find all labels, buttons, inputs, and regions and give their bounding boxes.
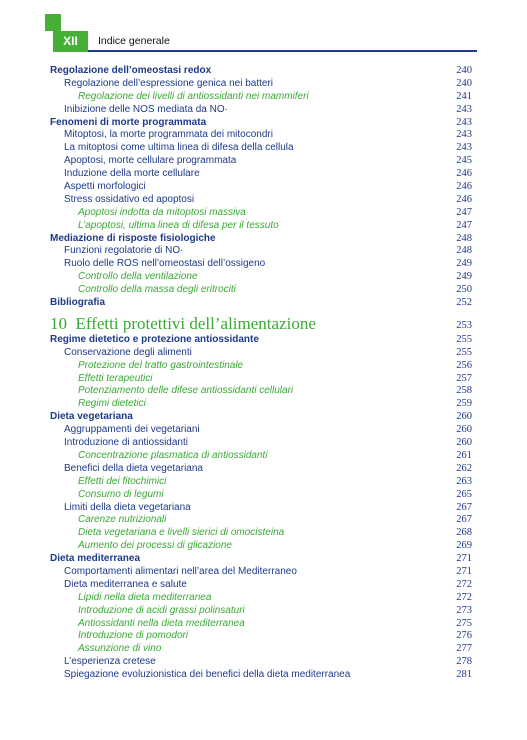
toc-entry-title: Dieta vegetariana	[50, 411, 133, 423]
toc-entry-page: 257	[456, 372, 472, 384]
toc-entry[interactable]	[50, 117, 472, 130]
toc-entry-page: 271	[456, 565, 472, 577]
toc-entry-title: Fenomeni di morte programmata	[50, 116, 207, 128]
toc-entry-title: Mediazione di risposte fisiologiche	[50, 232, 216, 244]
toc-entry-page: 258	[456, 385, 472, 397]
toc-entry[interactable]	[50, 437, 472, 450]
toc-entry-page: 261	[456, 449, 472, 461]
toc-entry-page: 267	[456, 501, 472, 513]
toc-entry-title: Bibliografia	[50, 297, 106, 309]
page-header	[45, 14, 477, 52]
toc-entry[interactable]	[50, 258, 472, 271]
toc-entry[interactable]	[50, 297, 472, 310]
toc-entry-page: 256	[456, 359, 472, 371]
chapter-number: 10	[50, 313, 67, 333]
header-rule	[88, 50, 477, 52]
toc-entry[interactable]	[50, 592, 472, 605]
toc-entry[interactable]	[50, 566, 472, 579]
toc-entry-page: 255	[456, 346, 472, 358]
toc-entry[interactable]	[50, 514, 472, 527]
toc-entry[interactable]	[50, 398, 472, 411]
toc-entry-title: Conservazione degli alimenti	[64, 346, 192, 358]
toc-entry-title: Introduzione di acidi grassi polinsaturi	[78, 604, 245, 616]
toc-entry-page: 247	[456, 219, 472, 231]
toc-entry-page: 267	[456, 514, 472, 526]
toc-entry-title: Assunzione di vino	[78, 643, 162, 655]
toc-entry[interactable]	[50, 669, 472, 682]
toc-entry-page: 281	[456, 669, 472, 681]
toc-entry[interactable]	[50, 463, 472, 476]
toc-entry-title: Apoptosi indotta da mitoptosi massiva	[78, 206, 246, 218]
toc-entry-page: 252	[456, 297, 472, 309]
toc-entry-title: Mitoptosi, la morte programmata dei mitocondri	[64, 129, 273, 141]
table-of-contents	[50, 65, 472, 682]
toc-entry-page: 265	[456, 488, 472, 500]
toc-entry-page: 243	[456, 103, 472, 115]
toc-entry-title: Apoptosi, morte cellulare programmata	[64, 155, 237, 167]
toc-entry[interactable]	[50, 373, 472, 386]
toc-entry-title: Regolazione dell’espressione genica nei batteri	[64, 77, 274, 89]
toc-entry-title: Limiti della dieta vegetariana	[64, 501, 191, 513]
toc-entry-title: La mitoptosi come ultima linea di difesa della cellula	[64, 142, 294, 154]
toc-entry-title: Dieta vegetariana e livelli sierici di omocisteina	[78, 527, 285, 539]
toc-entry-title: Introduzione di antiossidanti	[64, 437, 188, 449]
toc-entry[interactable]	[50, 579, 472, 592]
toc-entry-title: Consumo di legumi	[78, 488, 164, 500]
chapter-heading[interactable]	[50, 313, 472, 334]
toc-entry-title: Lipidi nella dieta mediterranea	[78, 591, 212, 603]
toc-entry-page: 246	[456, 168, 472, 180]
toc-entry[interactable]	[50, 142, 472, 155]
toc-entry[interactable]	[50, 360, 472, 373]
toc-entry-title: Effetti terapeutici	[78, 372, 153, 384]
toc-entry-title: Potenziamento delle difese antiossidanti cellulari	[78, 385, 294, 397]
toc-entry-page: 250	[456, 284, 472, 296]
toc-entry[interactable]	[50, 78, 472, 91]
toc-entry-title: Controllo della ventilazione	[78, 271, 198, 283]
toc-entry-title: Concentrazione plasmatica di antiossidanti	[78, 449, 268, 461]
toc-entry[interactable]	[50, 656, 472, 669]
toc-entry[interactable]	[50, 271, 472, 284]
toc-entry-page: 247	[456, 206, 472, 218]
section-title: Indice generale	[98, 35, 170, 47]
toc-entry[interactable]	[50, 450, 472, 463]
green-corner-square	[45, 14, 61, 31]
toc-entry-page: 243	[456, 129, 472, 141]
page-number-badge: XII	[53, 31, 88, 52]
toc-entry-title: Introduzione di pomodori	[78, 630, 189, 642]
toc-entry-page: 272	[456, 591, 472, 603]
toc-entry-title: Regime dietetico e protezione antiossidante	[50, 333, 259, 345]
toc-entry[interactable]	[50, 527, 472, 540]
toc-entry-title: L’apoptosi, ultima linea di difesa per il tessuto	[78, 219, 279, 231]
toc-entry-page: 268	[456, 527, 472, 539]
toc-entry[interactable]	[50, 476, 472, 489]
toc-entry[interactable]	[50, 347, 472, 360]
toc-entry-page: 271	[456, 553, 472, 565]
toc-entry-title: Inibizione delle NOS mediata da NO·	[64, 103, 228, 115]
toc-entry[interactable]	[50, 233, 472, 246]
toc-entry[interactable]	[50, 489, 472, 502]
toc-entry-title: Induzione della morte cellulare	[64, 168, 200, 180]
toc-entry-page: 243	[456, 142, 472, 154]
toc-entry-title: Aumento dei processi di glicazione	[78, 540, 232, 552]
toc-entry-page: 260	[456, 411, 472, 423]
toc-entry-title: Dieta mediterranea	[50, 553, 141, 565]
toc-entry-title: Aggruppamenti dei vegetariani	[64, 424, 200, 436]
toc-entry[interactable]	[50, 194, 472, 207]
toc-entry[interactable]	[50, 284, 472, 297]
toc-entry[interactable]	[50, 129, 472, 142]
toc-entry[interactable]	[50, 605, 472, 618]
toc-entry-page: 277	[456, 643, 472, 655]
toc-entry-page: 269	[456, 540, 472, 552]
toc-entry-page: 249	[456, 258, 472, 270]
toc-entry-title: L’esperienza cretese	[64, 656, 156, 668]
toc-entry-page: 246	[456, 193, 472, 205]
toc-entry-title: Regimi dietetici	[78, 398, 146, 410]
toc-entry-page: 259	[456, 398, 472, 410]
toc-entry[interactable]	[50, 424, 472, 437]
toc-entry-page: 246	[456, 181, 472, 193]
toc-entry-title: Regolazione dei livelli di antiossidanti nei mammiferi	[78, 90, 309, 102]
toc-entry-title: Ruolo delle ROS nell’omeostasi dell’ossigeno	[64, 258, 266, 270]
toc-section-b	[50, 334, 472, 682]
toc-entry-title: Stress ossidativo ed apoptosi	[64, 193, 195, 205]
toc-entry[interactable]	[50, 553, 472, 566]
toc-entry-page: 260	[456, 424, 472, 436]
toc-entry-title: Benefici della dieta vegetariana	[64, 462, 203, 474]
toc-entry[interactable]	[50, 630, 472, 643]
toc-entry-title: Controllo della massa degli eritrociti	[78, 284, 236, 296]
toc-entry-page: 272	[456, 578, 472, 590]
toc-entry-page: 262	[456, 462, 472, 474]
toc-entry-page: 276	[456, 630, 472, 642]
toc-entry-title: Aspetti morfologici	[64, 181, 146, 193]
toc-entry-page: 275	[456, 617, 472, 629]
toc-entry-page: 248	[456, 245, 472, 257]
toc-entry[interactable]	[50, 91, 472, 104]
toc-entry-page: 249	[456, 271, 472, 283]
toc-entry[interactable]	[50, 540, 472, 553]
toc-entry-page: 240	[456, 77, 472, 89]
toc-entry[interactable]	[50, 502, 472, 515]
toc-entry[interactable]	[50, 104, 472, 117]
toc-entry-page: 263	[456, 475, 472, 487]
toc-entry-page: 278	[456, 656, 472, 668]
toc-entry[interactable]	[50, 334, 472, 347]
toc-entry-title: Effetti dei fitochimici	[78, 475, 167, 487]
toc-entry-page: 260	[456, 437, 472, 449]
toc-entry-title: Comportamenti alimentari nell’area del Mediterraneo	[64, 565, 297, 577]
toc-entry[interactable]	[50, 618, 472, 631]
toc-entry-page: 273	[456, 604, 472, 616]
toc-entry-title: Regolazione dell’omeostasi redox	[50, 65, 212, 76]
toc-entry[interactable]	[50, 65, 472, 78]
toc-entry-title: Antiossidanti nella dieta mediterranea	[78, 617, 245, 629]
toc-entry[interactable]	[50, 385, 472, 398]
toc-entry-title: Funzioni regolatorie di NO·	[64, 245, 184, 257]
toc-entry-page: 241	[456, 90, 472, 102]
chapter-title: Effetti protettivi dell’alimentazione	[75, 313, 316, 333]
toc-entry-page: 248	[456, 232, 472, 244]
chapter-page: 253	[456, 319, 472, 331]
toc-entry-title: Dieta mediterranea e salute	[64, 578, 187, 590]
toc-entry-page: 245	[456, 155, 472, 167]
toc-entry[interactable]	[50, 245, 472, 258]
toc-entry[interactable]	[50, 643, 472, 656]
toc-entry-page: 240	[456, 65, 472, 76]
toc-entry-page: 255	[456, 333, 472, 345]
toc-entry-title: Spiegazione evoluzionistica dei benefici della dieta mediterranea	[64, 669, 351, 681]
toc-entry[interactable]	[50, 181, 472, 194]
toc-entry[interactable]	[50, 207, 472, 220]
toc-entry[interactable]	[50, 168, 472, 181]
toc-entry-page: 243	[456, 116, 472, 128]
toc-entry[interactable]	[50, 411, 472, 424]
toc-entry-title: Carenze nutrizionali	[78, 514, 167, 526]
toc-section-a	[50, 65, 472, 310]
toc-entry[interactable]	[50, 155, 472, 168]
toc-entry-title: Protezione del tratto gastrointestinale	[78, 359, 244, 371]
toc-entry[interactable]	[50, 220, 472, 233]
